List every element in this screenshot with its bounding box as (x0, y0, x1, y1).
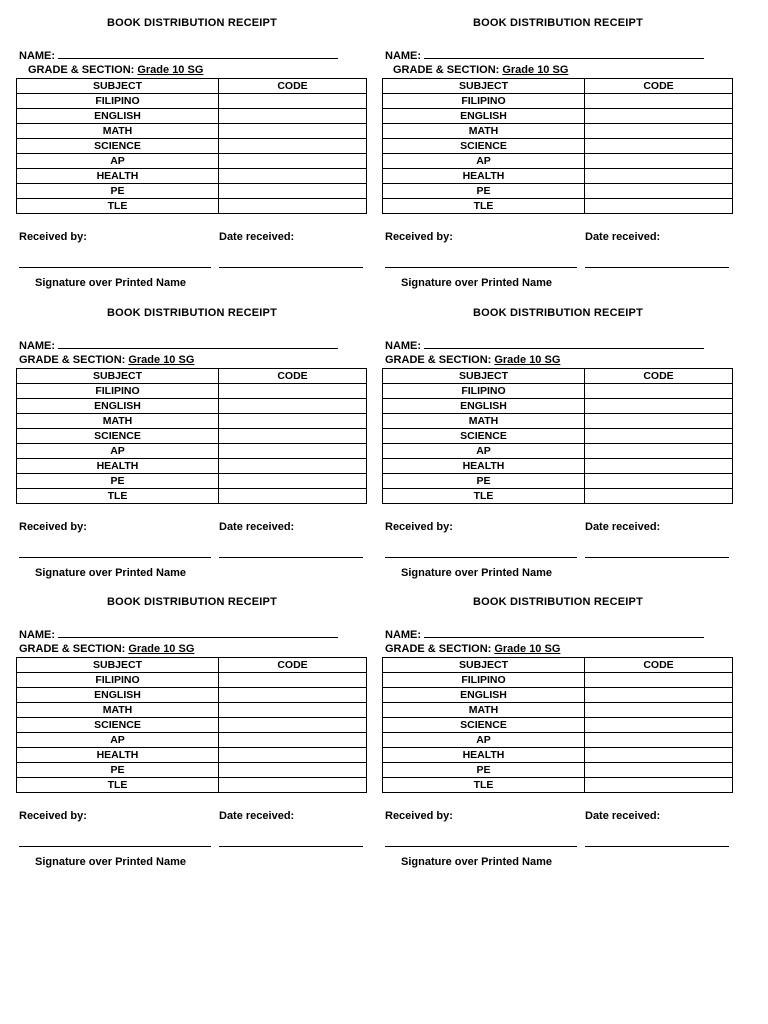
table-row (383, 109, 733, 124)
subject-header: SUBJECT (17, 369, 219, 384)
code-cell[interactable] (219, 414, 367, 429)
subject-cell: MATH (383, 414, 585, 429)
table-row (383, 139, 733, 154)
table-row (17, 489, 367, 504)
date-line[interactable] (219, 846, 363, 847)
table-row (17, 139, 367, 154)
code-cell[interactable] (219, 444, 367, 459)
name-row (19, 338, 338, 352)
code-cell[interactable] (585, 414, 733, 429)
subject-cell: TLE (17, 199, 219, 214)
table-row (383, 444, 733, 459)
grade-section-label: GRADE & SECTION: (19, 354, 126, 366)
subject-cell: HEALTH (17, 169, 219, 184)
subject-code-table (16, 657, 367, 793)
table-row (17, 184, 367, 199)
code-cell[interactable] (219, 489, 367, 504)
table-row (383, 184, 733, 199)
code-cell[interactable] (219, 399, 367, 414)
signature-caption: Signature over Printed Name (35, 856, 186, 868)
subject-cell: FILIPINO (383, 94, 585, 109)
signature-line[interactable] (385, 557, 577, 558)
subject-cell: PE (17, 474, 219, 489)
name-field[interactable] (58, 338, 338, 349)
received-by-label: Received by: (19, 521, 87, 533)
receipt-card (16, 579, 368, 868)
name-label: NAME: (19, 340, 56, 352)
table-row (17, 763, 367, 778)
table-header-row (17, 369, 367, 384)
subject-cell: AP (383, 444, 585, 459)
subject-cell: HEALTH (383, 748, 585, 763)
table-row (383, 763, 733, 778)
subject-cell: HEALTH (383, 459, 585, 474)
subject-cell: SCIENCE (383, 429, 585, 444)
signature-caption: Signature over Printed Name (401, 277, 552, 289)
table-row (17, 444, 367, 459)
name-row (19, 48, 338, 62)
subject-cell: ENGLISH (383, 688, 585, 703)
table-row (17, 688, 367, 703)
name-field[interactable] (58, 48, 338, 59)
table-row (17, 414, 367, 429)
subject-cell: FILIPINO (17, 384, 219, 399)
code-cell[interactable] (585, 169, 733, 184)
table-header-row (383, 658, 733, 673)
grade-section-label: GRADE & SECTION: (385, 643, 492, 655)
subject-cell: ENGLISH (17, 399, 219, 414)
subject-cell: MATH (383, 124, 585, 139)
subject-cell: FILIPINO (383, 384, 585, 399)
subject-cell: AP (17, 154, 219, 169)
table-row (17, 459, 367, 474)
code-cell[interactable] (585, 733, 733, 748)
code-cell[interactable] (585, 703, 733, 718)
subject-header: SUBJECT (383, 369, 585, 384)
code-cell[interactable] (219, 154, 367, 169)
code-cell[interactable] (219, 733, 367, 748)
received-by-label: Received by: (385, 810, 453, 822)
receipt-title: BOOK DISTRIBUTION RECEIPT (106, 596, 277, 608)
grade-section-value: Grade 10 SG (494, 643, 561, 655)
signature-line[interactable] (19, 557, 211, 558)
date-received-label: Date received: (219, 810, 295, 822)
code-cell[interactable] (219, 718, 367, 733)
received-by-label: Received by: (19, 810, 87, 822)
name-field[interactable] (424, 627, 704, 638)
subject-header: SUBJECT (383, 79, 585, 94)
subject-cell: AP (17, 733, 219, 748)
code-cell[interactable] (219, 109, 367, 124)
code-cell[interactable] (219, 384, 367, 399)
code-cell[interactable] (585, 778, 733, 793)
received-by-label: Received by: (385, 231, 453, 243)
subject-cell: TLE (17, 489, 219, 504)
code-cell[interactable] (585, 154, 733, 169)
code-cell[interactable] (219, 429, 367, 444)
grade-section-label: GRADE & SECTION: (385, 354, 492, 366)
subject-cell: SCIENCE (383, 718, 585, 733)
code-cell[interactable] (219, 184, 367, 199)
code-cell[interactable] (585, 384, 733, 399)
date-line[interactable] (585, 267, 729, 268)
code-cell[interactable] (219, 94, 367, 109)
date-received-label: Date received: (219, 231, 295, 243)
subject-cell: ENGLISH (383, 109, 585, 124)
subject-cell: FILIPINO (17, 673, 219, 688)
table-row (17, 673, 367, 688)
subject-cell: SCIENCE (17, 429, 219, 444)
table-row (383, 733, 733, 748)
subject-cell: SCIENCE (17, 718, 219, 733)
table-row (383, 688, 733, 703)
signature-caption: Signature over Printed Name (35, 567, 186, 579)
code-cell[interactable] (585, 199, 733, 214)
subject-code-table (382, 78, 733, 214)
signature-line[interactable] (385, 267, 577, 268)
table-row (383, 474, 733, 489)
signature-line[interactable] (19, 267, 211, 268)
subject-cell: AP (383, 154, 585, 169)
name-row (19, 627, 338, 641)
table-header-row (383, 79, 733, 94)
name-label: NAME: (385, 340, 422, 352)
table-row (383, 748, 733, 763)
code-cell[interactable] (219, 459, 367, 474)
grade-section-label: GRADE & SECTION: (393, 64, 500, 76)
receipt-card (382, 579, 734, 868)
code-cell[interactable] (585, 184, 733, 199)
name-row (385, 48, 704, 62)
table-row (383, 703, 733, 718)
code-cell[interactable] (585, 688, 733, 703)
code-cell[interactable] (585, 474, 733, 489)
name-label: NAME: (19, 629, 56, 641)
receipt-card (382, 0, 734, 289)
code-cell[interactable] (585, 429, 733, 444)
date-received-label: Date received: (219, 521, 295, 533)
grade-section-label: GRADE & SECTION: (19, 643, 126, 655)
table-row (17, 718, 367, 733)
receipt-card (16, 290, 368, 579)
table-header-row (17, 79, 367, 94)
table-row (17, 778, 367, 793)
subject-cell: PE (383, 763, 585, 778)
table-row (17, 748, 367, 763)
table-row (17, 429, 367, 444)
receipt-title: BOOK DISTRIBUTION RECEIPT (472, 307, 643, 319)
code-cell[interactable] (219, 688, 367, 703)
table-row (17, 154, 367, 169)
name-field[interactable] (424, 338, 704, 349)
subject-header: SUBJECT (17, 79, 219, 94)
table-header-row (17, 658, 367, 673)
receipt-card (16, 0, 368, 289)
table-row (17, 733, 367, 748)
table-row (383, 489, 733, 504)
subject-cell: TLE (383, 778, 585, 793)
subject-cell: PE (383, 474, 585, 489)
table-row (383, 124, 733, 139)
table-row (17, 399, 367, 414)
subject-cell: AP (383, 733, 585, 748)
date-received-label: Date received: (585, 810, 661, 822)
subject-cell: ENGLISH (383, 399, 585, 414)
code-cell[interactable] (585, 139, 733, 154)
subject-cell: TLE (383, 199, 585, 214)
table-row (383, 94, 733, 109)
code-cell[interactable] (219, 124, 367, 139)
code-header: CODE (585, 369, 733, 384)
subject-cell: ENGLISH (17, 109, 219, 124)
code-cell[interactable] (585, 763, 733, 778)
code-cell[interactable] (219, 778, 367, 793)
subject-cell: HEALTH (17, 459, 219, 474)
grade-section-label: GRADE & SECTION: (28, 64, 135, 76)
table-row (17, 474, 367, 489)
table-row (383, 199, 733, 214)
code-cell[interactable] (585, 673, 733, 688)
grade-section-row (385, 643, 560, 655)
subject-cell: PE (17, 184, 219, 199)
grade-section-value: Grade 10 SG (128, 354, 195, 366)
subject-code-table (16, 78, 367, 214)
name-label: NAME: (385, 629, 422, 641)
date-line[interactable] (219, 557, 363, 558)
receipt-title: BOOK DISTRIBUTION RECEIPT (472, 17, 643, 29)
subject-cell: AP (17, 444, 219, 459)
code-cell[interactable] (585, 124, 733, 139)
table-row (383, 459, 733, 474)
subject-cell: MATH (17, 414, 219, 429)
code-cell[interactable] (219, 673, 367, 688)
table-row (383, 778, 733, 793)
subject-cell: PE (383, 184, 585, 199)
subject-cell: ENGLISH (17, 688, 219, 703)
code-cell[interactable] (585, 748, 733, 763)
date-line[interactable] (585, 557, 729, 558)
code-cell[interactable] (219, 474, 367, 489)
name-row (385, 338, 704, 352)
grade-section-value: Grade 10 SG (137, 64, 204, 76)
date-line[interactable] (585, 846, 729, 847)
subject-cell: MATH (17, 124, 219, 139)
receipt-title: BOOK DISTRIBUTION RECEIPT (106, 307, 277, 319)
name-label: NAME: (385, 50, 422, 62)
code-cell[interactable] (219, 169, 367, 184)
subject-cell: HEALTH (17, 748, 219, 763)
name-field[interactable] (58, 627, 338, 638)
subject-header: SUBJECT (383, 658, 585, 673)
grade-section-row (28, 64, 203, 76)
grade-section-value: Grade 10 SG (502, 64, 569, 76)
table-row (17, 124, 367, 139)
subject-cell: TLE (17, 778, 219, 793)
table-row (17, 109, 367, 124)
table-row (17, 199, 367, 214)
name-row (385, 627, 704, 641)
table-row (383, 384, 733, 399)
code-cell[interactable] (219, 139, 367, 154)
receipt-card (382, 290, 734, 579)
grade-section-row (19, 643, 194, 655)
code-cell[interactable] (219, 748, 367, 763)
subject-cell: SCIENCE (17, 139, 219, 154)
code-cell[interactable] (585, 459, 733, 474)
date-line[interactable] (219, 267, 363, 268)
subject-cell: SCIENCE (383, 139, 585, 154)
code-header: CODE (585, 79, 733, 94)
grade-section-row (385, 354, 560, 366)
grade-section-value: Grade 10 SG (128, 643, 195, 655)
subject-code-table (382, 657, 733, 793)
date-received-label: Date received: (585, 231, 661, 243)
received-by-label: Received by: (385, 521, 453, 533)
subject-code-table (382, 368, 733, 504)
table-row (383, 154, 733, 169)
table-row (17, 169, 367, 184)
code-cell[interactable] (219, 763, 367, 778)
code-cell[interactable] (585, 444, 733, 459)
subject-code-table (16, 368, 367, 504)
subject-cell: TLE (383, 489, 585, 504)
name-label: NAME: (19, 50, 56, 62)
table-row (17, 703, 367, 718)
subject-cell: MATH (17, 703, 219, 718)
subject-cell: FILIPINO (17, 94, 219, 109)
table-header-row (383, 369, 733, 384)
table-row (383, 399, 733, 414)
code-cell[interactable] (219, 199, 367, 214)
table-row (383, 169, 733, 184)
signature-line[interactable] (19, 846, 211, 847)
table-row (383, 414, 733, 429)
code-header: CODE (219, 79, 367, 94)
subject-cell: PE (17, 763, 219, 778)
code-cell[interactable] (219, 703, 367, 718)
code-cell[interactable] (585, 489, 733, 504)
code-header: CODE (219, 658, 367, 673)
signature-caption: Signature over Printed Name (401, 567, 552, 579)
table-row (383, 429, 733, 444)
subject-cell: MATH (383, 703, 585, 718)
signature-caption: Signature over Printed Name (35, 277, 186, 289)
received-by-label: Received by: (19, 231, 87, 243)
subject-header: SUBJECT (17, 658, 219, 673)
code-cell[interactable] (585, 718, 733, 733)
grade-section-value: Grade 10 SG (494, 354, 561, 366)
receipt-title: BOOK DISTRIBUTION RECEIPT (106, 17, 277, 29)
grade-section-row (19, 354, 194, 366)
grade-section-row (393, 64, 568, 76)
code-header: CODE (585, 658, 733, 673)
name-field[interactable] (424, 48, 704, 59)
table-row (17, 384, 367, 399)
subject-cell: HEALTH (383, 169, 585, 184)
date-received-label: Date received: (585, 521, 661, 533)
table-row (383, 673, 733, 688)
code-header: CODE (219, 369, 367, 384)
code-cell[interactable] (585, 94, 733, 109)
signature-line[interactable] (385, 846, 577, 847)
subject-cell: FILIPINO (383, 673, 585, 688)
table-row (383, 718, 733, 733)
table-row (17, 94, 367, 109)
code-cell[interactable] (585, 399, 733, 414)
code-cell[interactable] (585, 109, 733, 124)
receipt-title: BOOK DISTRIBUTION RECEIPT (472, 596, 643, 608)
signature-caption: Signature over Printed Name (401, 856, 552, 868)
